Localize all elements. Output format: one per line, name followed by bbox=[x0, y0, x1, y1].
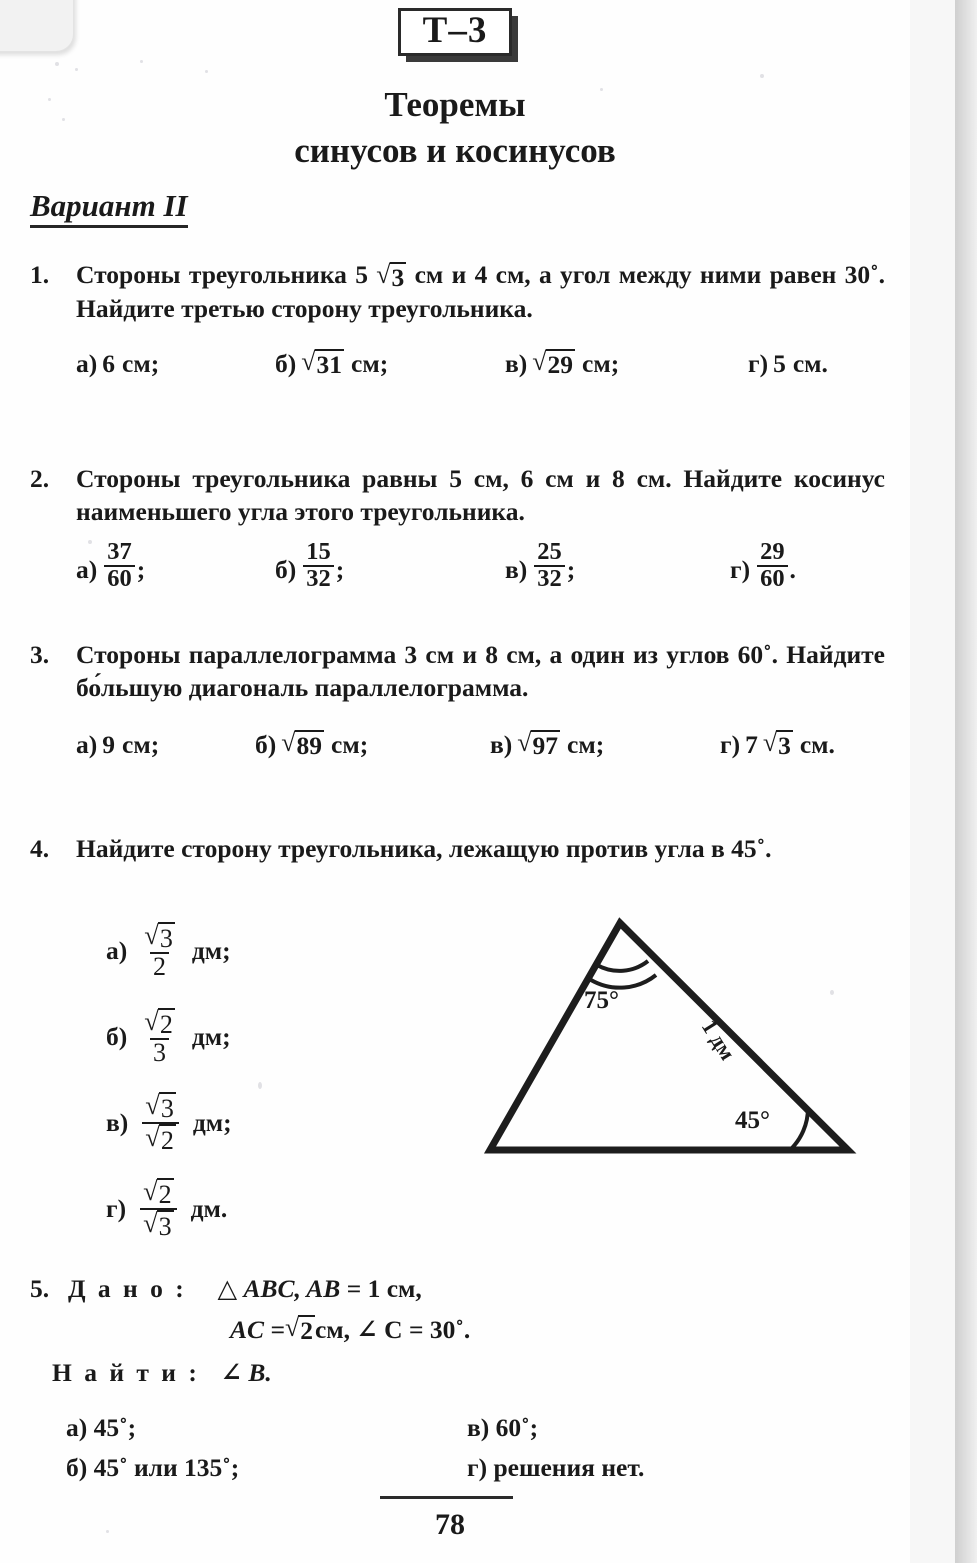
option-unit: дм; bbox=[191, 936, 231, 965]
radical-radicand: 97 bbox=[532, 731, 559, 761]
option-label: а) bbox=[76, 730, 98, 760]
answer-option-b[interactable] bbox=[106, 994, 406, 1080]
answer-option-a[interactable] bbox=[66, 1410, 136, 1446]
fraction bbox=[104, 540, 134, 592]
fraction-numerator bbox=[142, 1089, 179, 1123]
problem-1-text bbox=[76, 258, 885, 325]
answer-option-g[interactable] bbox=[106, 1166, 406, 1252]
test-code-container bbox=[0, 8, 910, 56]
option-punctuation: ; bbox=[136, 555, 146, 585]
answer-option-a[interactable] bbox=[106, 908, 406, 994]
problem-4-number: 4. bbox=[30, 834, 50, 863]
problem-1-answers bbox=[30, 349, 885, 395]
page-margin-strip bbox=[910, 0, 955, 1563]
radical-sign: √ bbox=[145, 1089, 160, 1120]
footer-divider bbox=[380, 1496, 513, 1499]
problem-1 bbox=[30, 258, 885, 395]
radical-expression bbox=[143, 1175, 174, 1209]
option-punctuation: ; bbox=[566, 555, 576, 585]
problem-5 bbox=[30, 1272, 885, 1389]
radical-radicand: 2 bbox=[160, 1126, 174, 1155]
answer-option-a[interactable] bbox=[76, 349, 159, 379]
answer-option-b[interactable] bbox=[66, 1450, 239, 1486]
radical-expression bbox=[517, 730, 560, 760]
option-label: в) bbox=[467, 1413, 490, 1442]
scan-speck bbox=[760, 74, 764, 78]
fraction-denominator bbox=[140, 1208, 177, 1240]
problem-2 bbox=[30, 462, 885, 606]
radical-sign: √ bbox=[762, 728, 778, 758]
answer-option-v[interactable] bbox=[106, 1080, 406, 1166]
option-unit: см; bbox=[351, 348, 389, 378]
problem-5-number: 5. bbox=[30, 1274, 50, 1303]
option-label: г) bbox=[720, 730, 741, 760]
radical-sign: √ bbox=[532, 347, 547, 377]
fraction-denominator: 60 bbox=[104, 565, 134, 592]
scan-speck bbox=[140, 60, 143, 63]
answer-option-g[interactable] bbox=[748, 349, 828, 379]
option-label: а) bbox=[76, 555, 98, 585]
option-value: 5 bbox=[773, 348, 786, 378]
radical-sign: √ bbox=[144, 919, 159, 950]
fraction bbox=[141, 1005, 178, 1067]
scan-speck bbox=[75, 68, 78, 71]
side-length-label: 1 дм bbox=[696, 1015, 741, 1065]
option-label: а) bbox=[106, 936, 128, 965]
test-code-label: Т–3 bbox=[422, 10, 488, 51]
answer-option-v[interactable] bbox=[505, 538, 576, 596]
problem-2-answers bbox=[30, 538, 885, 606]
answer-option-g[interactable] bbox=[730, 538, 796, 596]
radical-radicand: 89 bbox=[296, 731, 323, 761]
radical-expression bbox=[143, 1210, 174, 1240]
radical-sign: √ bbox=[143, 1175, 158, 1206]
fraction-denominator bbox=[142, 1122, 179, 1154]
radical-radicand: 3 bbox=[160, 1093, 174, 1123]
title-line-1: Теоремы bbox=[384, 85, 526, 124]
scan-speck bbox=[55, 62, 59, 66]
option-unit: см; bbox=[331, 730, 369, 760]
apex-angle-label: 75° bbox=[584, 987, 619, 1014]
fraction-numerator bbox=[140, 1175, 177, 1209]
radical-expression bbox=[532, 349, 575, 379]
fraction bbox=[534, 540, 564, 592]
given-label: Д а н о : bbox=[68, 1274, 187, 1303]
radical-expression bbox=[281, 730, 324, 760]
triangle-figure bbox=[460, 895, 880, 1175]
radical-radicand: 2 bbox=[300, 1315, 313, 1345]
problem-4-statement bbox=[30, 832, 885, 865]
radical-sign: √ bbox=[284, 1312, 300, 1342]
problem-2-text: Стороны треугольника равны 5 см, 6 см и 8 см. Найдите косинус наименьшего угла этого треугольника. bbox=[76, 464, 885, 527]
option-label: б) bbox=[275, 348, 297, 378]
option-label: г) bbox=[748, 348, 769, 378]
option-label: а) bbox=[66, 1413, 88, 1442]
problem-1-statement bbox=[30, 258, 885, 325]
option-label: в) bbox=[505, 348, 528, 378]
option-punctuation: . bbox=[789, 555, 796, 585]
radical-sign: √ bbox=[144, 1005, 159, 1036]
problem-4 bbox=[30, 832, 885, 865]
radical-sign: √ bbox=[376, 260, 391, 289]
option-label: в) bbox=[505, 555, 528, 585]
option-value: 60˚; bbox=[495, 1413, 539, 1442]
option-value: 6 bbox=[102, 348, 115, 378]
base-angle-label: 45° bbox=[735, 1107, 770, 1134]
fraction-denominator: 60 bbox=[757, 565, 787, 592]
answer-option-g[interactable] bbox=[467, 1450, 644, 1486]
answer-option-v[interactable] bbox=[490, 730, 604, 760]
option-label: в) bbox=[106, 1108, 129, 1137]
problem-3-statement bbox=[30, 638, 885, 704]
given-line-1 bbox=[30, 1272, 885, 1305]
fraction-numerator bbox=[141, 1005, 178, 1039]
option-unit: см. bbox=[799, 730, 835, 760]
radical-sign: √ bbox=[145, 1122, 160, 1152]
problem-3-answers bbox=[30, 730, 885, 776]
option-label: г) bbox=[467, 1453, 488, 1482]
fraction bbox=[140, 1175, 177, 1241]
given-triangle-notation: △ ABC, AB bbox=[217, 1274, 341, 1303]
find-label: Н а й т и : bbox=[52, 1358, 200, 1388]
radical-radicand: 31 bbox=[316, 350, 343, 380]
problem-3 bbox=[30, 638, 885, 776]
answer-option-b[interactable] bbox=[255, 730, 368, 760]
option-unit: см; bbox=[122, 348, 160, 378]
page-number: 78 bbox=[435, 1508, 465, 1541]
page-title bbox=[0, 82, 910, 174]
fraction-denominator: 3 bbox=[150, 1038, 169, 1067]
problem-1-text-part-a: Стороны треугольника 5 bbox=[76, 260, 368, 289]
find-value: ∠ B. bbox=[220, 1358, 272, 1388]
problem-5-answers bbox=[30, 1410, 885, 1500]
answer-option-g[interactable] bbox=[720, 730, 835, 760]
option-label: г) bbox=[106, 1194, 127, 1223]
page-edge-shadow bbox=[955, 0, 977, 1563]
option-value: решения нет. bbox=[493, 1453, 645, 1482]
radical-radicand: 29 bbox=[547, 350, 574, 380]
find-line bbox=[30, 1356, 885, 1389]
option-unit: см; bbox=[567, 730, 605, 760]
answer-option-b[interactable] bbox=[275, 538, 345, 596]
radical-sign: √ bbox=[281, 728, 296, 758]
scan-speck bbox=[205, 70, 208, 73]
radical-expression bbox=[284, 1312, 315, 1345]
option-label: б) bbox=[106, 1022, 128, 1051]
problem-3-text: Стороны параллелограмма 3 см и 8 см, а один из углов 60˚. Найдите бо́льшую диагональ параллелограмма. bbox=[76, 640, 885, 703]
option-value: 9 bbox=[102, 730, 115, 760]
option-unit: см. bbox=[792, 348, 828, 378]
fraction bbox=[757, 540, 787, 592]
fraction-denominator: 32 bbox=[303, 565, 333, 592]
option-punctuation: ; bbox=[335, 555, 345, 585]
option-label: б) bbox=[275, 555, 297, 585]
radical-expression bbox=[144, 1005, 175, 1039]
option-value: 45˚ или 135˚; bbox=[93, 1453, 240, 1482]
option-unit: дм; bbox=[191, 1022, 231, 1051]
title-line-2: синусов и косинусов bbox=[294, 131, 616, 171]
radical-radicand: 3 bbox=[778, 731, 791, 761]
problem-4-text: Найдите сторону треугольника, лежащую против угла в 45˚. bbox=[76, 834, 772, 863]
radical-radicand: 3 bbox=[391, 263, 405, 292]
answer-option-v[interactable] bbox=[467, 1410, 538, 1446]
option-unit: дм; bbox=[192, 1108, 232, 1137]
fraction-numerator: 37 bbox=[107, 538, 132, 566]
test-code-box bbox=[398, 8, 513, 56]
option-unit: см; bbox=[122, 730, 160, 760]
fraction-denominator: 2 bbox=[150, 952, 169, 981]
option-value: 45˚; bbox=[93, 1413, 137, 1442]
option-unit: см; bbox=[582, 348, 620, 378]
answer-option-b[interactable] bbox=[275, 349, 388, 379]
fraction-numerator bbox=[141, 919, 178, 953]
radical-expression bbox=[145, 1089, 176, 1123]
radical-expression bbox=[763, 730, 793, 760]
problem-2-number: 2. bbox=[30, 464, 50, 493]
problem-1-text-part-b: см и 4 см, а угол между ними равен 30˚. Найдите третью сторону треугольника. bbox=[76, 260, 886, 323]
given-line-2 bbox=[30, 1313, 885, 1346]
fraction-numerator: 25 bbox=[537, 538, 562, 566]
fraction-numerator: 15 bbox=[306, 538, 331, 566]
answer-option-v[interactable] bbox=[505, 349, 619, 379]
answer-option-a[interactable] bbox=[76, 730, 159, 760]
radical-radicand: 3 bbox=[159, 923, 173, 953]
fraction bbox=[142, 1089, 179, 1155]
radical-radicand: 3 bbox=[158, 1212, 172, 1241]
option-coefficient: 7 bbox=[745, 730, 758, 760]
radical-sign: √ bbox=[301, 347, 316, 377]
problem-3-number: 3. bbox=[30, 640, 50, 669]
given-angle-c: см, ∠ C = 30˚. bbox=[314, 1315, 471, 1345]
problem-5-given bbox=[30, 1272, 885, 1389]
fraction bbox=[303, 540, 333, 592]
radical-expression bbox=[145, 1124, 176, 1154]
problem-1-number: 1. bbox=[30, 260, 50, 289]
given-side-ac: AC = bbox=[230, 1315, 285, 1345]
radical-expression bbox=[301, 349, 344, 379]
answer-option-a[interactable] bbox=[76, 538, 146, 596]
variant-label: Вариант II bbox=[30, 188, 188, 228]
option-label: а) bbox=[76, 348, 98, 378]
fraction bbox=[141, 919, 178, 981]
radical-sign: √ bbox=[517, 728, 532, 758]
problem-2-statement bbox=[30, 462, 885, 528]
option-label: б) bbox=[66, 1453, 88, 1482]
option-label: г) bbox=[730, 555, 751, 585]
fraction-numerator: 29 bbox=[760, 538, 785, 566]
option-label: в) bbox=[490, 730, 513, 760]
radical-expression bbox=[144, 919, 175, 953]
triangle-diagram-svg bbox=[460, 895, 880, 1175]
radical-radicand: 2 bbox=[159, 1009, 173, 1039]
radical-expression bbox=[376, 262, 406, 292]
option-label: б) bbox=[255, 730, 277, 760]
option-unit: дм. bbox=[190, 1194, 228, 1223]
given-side-ab: = 1 см, bbox=[340, 1274, 422, 1303]
radical-radicand: 2 bbox=[158, 1179, 172, 1209]
radical-sign: √ bbox=[143, 1208, 158, 1238]
fraction-denominator: 32 bbox=[534, 565, 564, 592]
